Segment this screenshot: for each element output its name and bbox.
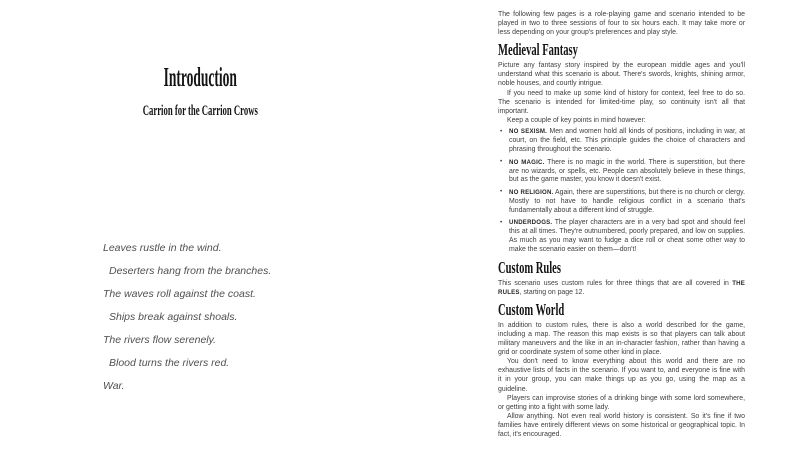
bullet-label: NO RELIGION. bbox=[509, 188, 554, 196]
bullet-label: UNDERDOGS. bbox=[509, 219, 553, 227]
paragraph: If you need to make up some kind of history for context, feel free to do so. The scenario is intended for limited-time play, so continuity isn't all that important. bbox=[498, 89, 745, 115]
section-heading-medieval-fantasy bbox=[498, 41, 745, 59]
key-points-list bbox=[498, 128, 745, 254]
paragraph-text: , starting on page 12. bbox=[519, 288, 585, 296]
poem-line: Blood turns the rivers red. bbox=[109, 357, 230, 369]
chapter-subtitle-text: Carrion for the Carrion Crows bbox=[142, 103, 258, 119]
bullet-icon: • bbox=[500, 158, 503, 166]
section-heading-custom-world bbox=[498, 301, 745, 319]
poem-line: Deserters hang from the branches. bbox=[109, 265, 272, 277]
poem-line: War. bbox=[103, 380, 125, 392]
section-heading-text: Custom Rules bbox=[498, 257, 561, 277]
section-heading-text: Medieval Fantasy bbox=[498, 40, 578, 60]
chapter-title bbox=[0, 62, 400, 92]
poem-line: The waves roll against the coast. bbox=[103, 288, 256, 300]
bullet-text: The player characters are in a very bad spot and should feel this at all times. They're outnumbered, poorly prepared, and low on supplies. As much as you may want to fudge a dice roll or cheat some other way to make the scenario easier on them—don't! bbox=[509, 219, 745, 253]
paragraph: Players can improvise stories of a drinking binge with some lord somewhere, or getting into a fight with some lady. bbox=[498, 394, 745, 411]
right-page bbox=[498, 10, 745, 439]
section-heading-text: Custom World bbox=[498, 299, 565, 319]
epigraph-poem bbox=[103, 237, 363, 398]
paragraph: Keep a couple of key points in mind however: bbox=[507, 116, 646, 124]
bullet-label: NO SEXISM. bbox=[509, 128, 548, 136]
paragraph: In addition to custom rules, there is also a world described for the game, including a map. The reason this map exists is so that players can talk about military maneuvers and the like in an in-character fashion, rather than having a grid or coordinate system of some other kind in place. bbox=[498, 321, 745, 357]
paragraph: Picture any fantasy story inspired by the european middle ages and you'll understand what this scenario is about. There's swords, knights, shining armor, noble houses, and courtly intrigue. bbox=[498, 62, 745, 88]
section-heading-custom-rules bbox=[498, 259, 745, 277]
rules-reference: THE RULES bbox=[498, 279, 745, 296]
bullet-text: There is no magic in the world. There is superstition, but there are no wizards, or spells, etc. People can absolutely believe in these things, but as the game master, you know it doesn't exist. bbox=[509, 158, 746, 184]
chapter-title-text: Introduction bbox=[163, 62, 237, 92]
bullet-text: Again, there are superstitions, but there is no church or clergy. Mostly to not have to handle religious conflict in a scenario that's fundamentally about a different kind of struggle. bbox=[509, 188, 745, 214]
list-item-underdogs bbox=[498, 219, 745, 255]
paragraph: You don't need to know everything about this world and there are no exhaustive lists of facts in the scenario. If you want to, and everyone is fine with it in your group, you can make things up as you go, using the map as a guideline. bbox=[498, 358, 745, 393]
intro-paragraph: The following few pages is a role-playing game and scenario intended to be played in two to three sessions of four to six hours each. It may take more or less depending on your group's preferences and play style. bbox=[498, 11, 745, 37]
poem-line: Ships break against shoals. bbox=[109, 311, 238, 323]
paragraph-text: This scenario uses custom rules for three things that are all covered in bbox=[498, 279, 733, 287]
list-item-no-religion bbox=[498, 189, 745, 216]
chapter-subtitle bbox=[0, 102, 400, 120]
list-item-no-sexism bbox=[498, 128, 745, 155]
bullet-icon: • bbox=[500, 127, 503, 135]
paragraph: Allow anything. Not even real world history is consistent. So it's fine if two families have entirely different views on some historical or geographical topic. In fact, it's encouraged. bbox=[498, 412, 745, 439]
poem-line: The rivers flow serenely. bbox=[103, 334, 217, 346]
list-item-no-magic bbox=[498, 159, 745, 186]
bullet-text: Men and women hold all kinds of positions, including in war, at court, on the field, etc. This principle guides the choice of characters and phrasing throughout the scenario. bbox=[509, 128, 745, 154]
bullet-icon: • bbox=[500, 218, 503, 226]
bullet-label: NO MAGIC. bbox=[509, 158, 545, 166]
bullet-icon: • bbox=[500, 188, 503, 196]
paragraph bbox=[498, 279, 745, 297]
poem-line: Leaves rustle in the wind. bbox=[103, 242, 222, 254]
